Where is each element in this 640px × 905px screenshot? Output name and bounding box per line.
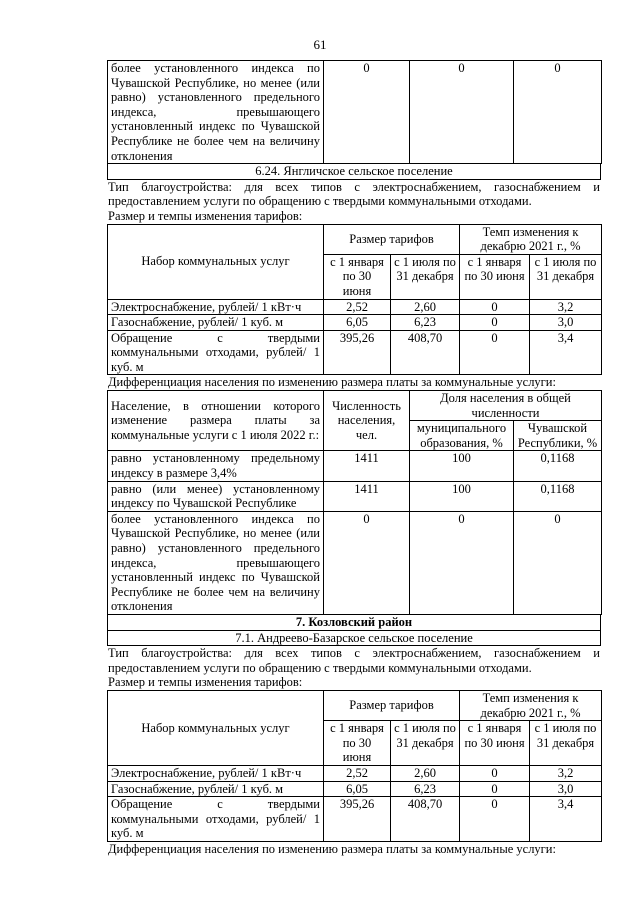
tariff-table xyxy=(107,690,602,842)
tariff-value: 6,23 xyxy=(391,315,460,331)
header-period: с 1 января по 30 июня xyxy=(460,254,530,299)
header-rate-change: Темп изменения к декабрю 2021 г., % xyxy=(460,224,602,254)
service-name: Электроснабжение, рублей/ 1 кВт·ч xyxy=(108,299,324,315)
header-period: с 1 июля по 31 декабря xyxy=(391,721,460,766)
tariff-value: 395,26 xyxy=(324,330,391,375)
population-count: 0 xyxy=(324,511,410,614)
header-count: Численность населения, чел. xyxy=(324,391,410,451)
tariff-value: 395,26 xyxy=(324,797,391,842)
header-rate-change: Темп изменения к декабрю 2021 г., % xyxy=(460,690,602,720)
population-table-continued xyxy=(107,60,602,164)
rate-value: 3,0 xyxy=(530,781,602,797)
tariff-value: 6,05 xyxy=(324,781,391,797)
population-category: равно установленному предельному индексу в размере 3,4% xyxy=(108,451,324,481)
header-period: с 1 июля по 31 декабря xyxy=(530,254,602,299)
tariff-size-label: Размер и темпы изменения тарифов: xyxy=(108,208,303,223)
page-number: 61 xyxy=(313,37,327,52)
differentiation-label: Дифференциация населения по изменению размера платы за коммунальные услуги: xyxy=(108,375,556,390)
table-row xyxy=(108,781,602,797)
table-row xyxy=(108,481,602,511)
improvement-type-text: Тип благоустройства: для всех типов с электроснабжением, газоснабжением и предоставлением услуги по обращению с твердыми коммунальными отходами. xyxy=(108,179,600,209)
municipal-share: 100 xyxy=(410,451,514,481)
header-share: Доля населения в общей численности xyxy=(410,391,602,421)
population-table xyxy=(107,390,602,615)
municipal-share: 0 xyxy=(410,511,514,614)
republic-share: 0 xyxy=(514,511,602,614)
tariff-value: 408,70 xyxy=(391,797,460,842)
tariff-value: 6,05 xyxy=(324,315,391,331)
differentiation-label: Дифференциация населения по изменению размера платы за коммунальные услуги: xyxy=(108,841,556,856)
header-services: Набор коммунальных услуг xyxy=(108,224,324,299)
header-republic: Чувашской Республики, % xyxy=(514,421,602,451)
population-count: 0 xyxy=(324,61,410,164)
rate-value: 0 xyxy=(460,315,530,331)
table-header-row xyxy=(108,224,602,254)
table-row xyxy=(108,511,602,614)
tariff-value: 2,52 xyxy=(324,299,391,315)
header-period: с 1 января по 30 июня xyxy=(324,254,391,299)
header-population: Население, в отношении которого изменение размера платы за коммунальные услуги с 1 июля 2022 г.: xyxy=(108,391,324,451)
header-tariff-size: Размер тарифов xyxy=(324,690,460,720)
tariff-value: 2,52 xyxy=(324,765,391,781)
rate-value: 0 xyxy=(460,797,530,842)
tariff-table xyxy=(107,224,602,376)
district-title: 7. Козловский район xyxy=(107,615,601,631)
republic-share: 0 xyxy=(514,61,602,164)
table-row xyxy=(108,299,602,315)
rate-value: 0 xyxy=(460,330,530,375)
table-row xyxy=(108,315,602,331)
rate-value: 3,4 xyxy=(530,330,602,375)
table-row xyxy=(108,61,602,164)
document-sheet xyxy=(107,60,601,856)
rate-value: 0 xyxy=(460,765,530,781)
service-name: Обращение с твердыми коммунальными отходами, рублей/ 1 куб. м xyxy=(108,330,324,375)
header-municipal: муниципального образования, % xyxy=(410,421,514,451)
table-row xyxy=(108,797,602,842)
population-category: равно (или менее) установленному индексу по Чувашской Республике xyxy=(108,481,324,511)
header-period: с 1 июля по 31 декабря xyxy=(391,254,460,299)
table-row xyxy=(108,765,602,781)
republic-share: 0,1168 xyxy=(514,481,602,511)
tariff-value: 2,60 xyxy=(391,299,460,315)
table-header-row xyxy=(108,690,602,720)
section-title: 7.1. Андреево-Базарское сельское поселение xyxy=(107,631,601,647)
rate-value: 0 xyxy=(460,299,530,315)
population-count: 1411 xyxy=(324,451,410,481)
service-name: Обращение с твердыми коммунальными отходами, рублей/ 1 куб. м xyxy=(108,797,324,842)
header-services: Набор коммунальных услуг xyxy=(108,690,324,765)
service-name: Газоснабжение, рублей/ 1 куб. м xyxy=(108,781,324,797)
header-period: с 1 июля по 31 декабря xyxy=(530,721,602,766)
republic-share: 0,1168 xyxy=(514,451,602,481)
table-row xyxy=(108,451,602,481)
table-row xyxy=(108,330,602,375)
tariff-size-label: Размер и темпы изменения тарифов: xyxy=(108,675,303,690)
rate-value: 3,4 xyxy=(530,797,602,842)
section-title: 6.24. Янгличское сельское поселение xyxy=(107,164,601,180)
header-tariff-size: Размер тарифов xyxy=(324,224,460,254)
population-count: 1411 xyxy=(324,481,410,511)
tariff-value: 408,70 xyxy=(391,330,460,375)
rate-value: 3,2 xyxy=(530,299,602,315)
rate-value: 0 xyxy=(460,781,530,797)
municipal-share: 0 xyxy=(410,61,514,164)
service-name: Газоснабжение, рублей/ 1 куб. м xyxy=(108,315,324,331)
header-period: с 1 января по 30 июня xyxy=(324,721,391,766)
municipal-share: 100 xyxy=(410,481,514,511)
table-header-row xyxy=(108,391,602,421)
rate-value: 3,2 xyxy=(530,765,602,781)
population-category: более установленного индекса по Чувашской Республике, но менее (или равно) установленного предельного индекса, превышающего установленный индекс по Чувашской Республике не более чем на величину отклонения xyxy=(108,511,324,614)
rate-value: 3,0 xyxy=(530,315,602,331)
service-name: Электроснабжение, рублей/ 1 кВт·ч xyxy=(108,765,324,781)
tariff-value: 6,23 xyxy=(391,781,460,797)
header-period: с 1 января по 30 июня xyxy=(460,721,530,766)
tariff-value: 2,60 xyxy=(391,765,460,781)
population-category: более установленного индекса по Чувашской Республике, но менее (или равно) установленного предельного индекса, превышающего установленный индекс по Чувашской Республике не более чем на величину отклонения xyxy=(108,61,324,164)
improvement-type-text: Тип благоустройства: для всех типов с электроснабжением, газоснабжением и предоставлением услуги по обращению с твердыми коммунальными отходами. xyxy=(108,646,600,675)
